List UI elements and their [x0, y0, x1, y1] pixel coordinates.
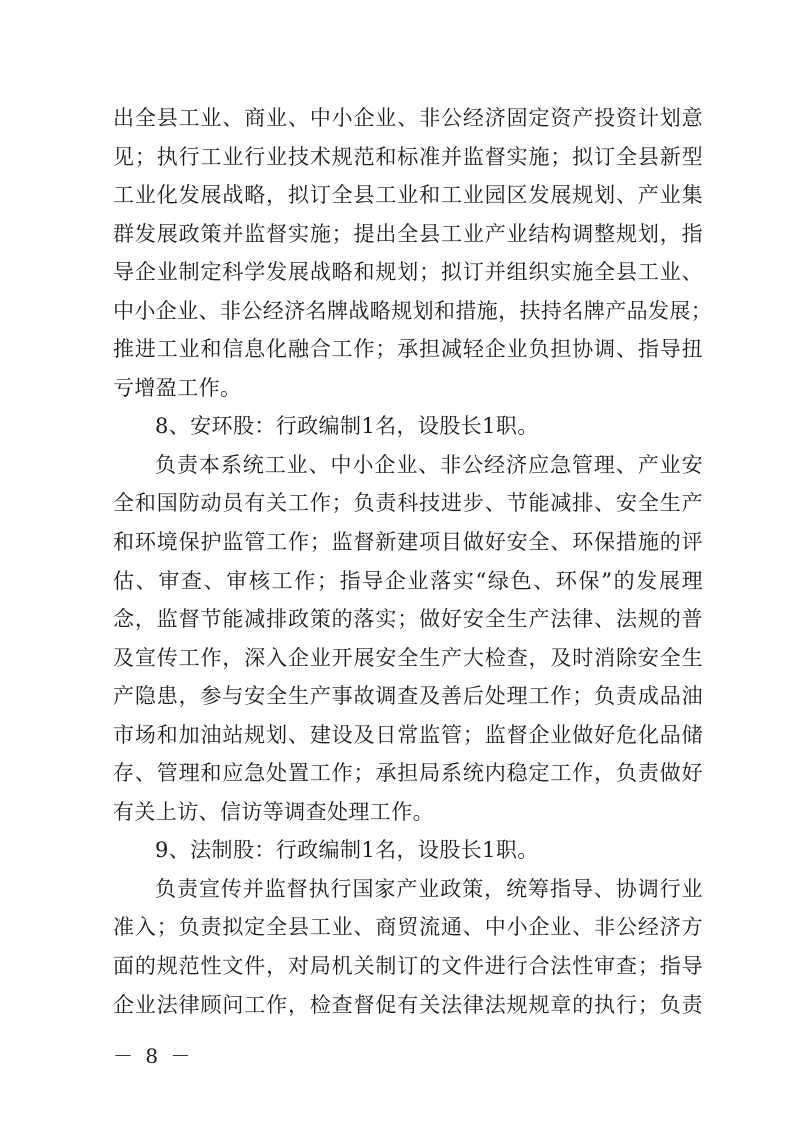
- section-heading-fazhi: 9、法制股：行政编制1名，设股长1职。: [155, 838, 539, 863]
- text-line: 存、管理和应急处置工作；承担局系统内稳定工作，负责做好: [113, 761, 703, 786]
- text-line: 及宣传工作，深入企业开展安全生产大检查，及时消除安全生: [113, 645, 703, 670]
- text-line: 中小企业、非公经济名牌战略规划和措施，扶持名牌产品发展；: [113, 298, 713, 323]
- text-line: 负责本系统工业、中小企业、非公经济应急管理、产业安: [155, 452, 703, 477]
- text-line: 工业化发展战略，拟订全县工业和工业园区发展规划、产业集: [113, 183, 703, 208]
- text-line: 亏增盈工作。: [113, 375, 242, 400]
- text-line: 念，监督节能减排政策的落实；做好安全生产法律、法规的普: [113, 607, 703, 632]
- text-line: 见；执行工业行业技术规范和标准并监督实施；拟订全县新型: [113, 144, 703, 169]
- text-line: 出全县工业、商业、中小企业、非公经济固定资产投资计划意: [113, 106, 703, 130]
- text-line: 全和国防动员有关工作；负责科技进步、节能减排、安全生产: [113, 491, 703, 516]
- page-number: － 8 －: [113, 1044, 194, 1068]
- text-line: 导企业制定科学发展战略和规划；拟订并组织实施全县工业、: [113, 260, 703, 285]
- text-line: 和环境保护监管工作；监督新建项目做好安全、环保措施的评: [113, 530, 703, 555]
- text-line: 产隐患，参与安全生产事故调查及善后处理工作；负责成品油: [113, 684, 703, 709]
- section-heading-anhuan: 8、安环股：行政编制1名，设股长1职。: [155, 414, 539, 439]
- body-text: [113, 99, 713, 1024]
- text-line: 估、审查、审核工作；指导企业落实“绿色、环保”的发展理: [113, 568, 703, 593]
- text-line: 有关上访、信访等调查处理工作。: [113, 799, 434, 824]
- text-line: 企业法律顾问工作，检查督促有关法律法规规章的执行；负责: [113, 992, 703, 1017]
- text-line: 准入；负责拟定全县工业、商贸流通、中小企业、非公经济方: [113, 915, 703, 940]
- text-line: 市场和加油站规划、建设及日常监管；监督企业做好危化品储: [113, 722, 703, 747]
- text-line: 推进工业和信息化融合工作；承担减轻企业负担协调、指导扭: [113, 337, 703, 362]
- text-line: 群发展政策并监督实施；提出全县工业产业结构调整规划，指: [113, 221, 703, 246]
- text-line: 面的规范性文件，对局机关制订的文件进行合法性审查；指导: [113, 954, 703, 979]
- text-line: 负责宣传并监督执行国家产业政策，统筹指导、协调行业: [155, 876, 703, 901]
